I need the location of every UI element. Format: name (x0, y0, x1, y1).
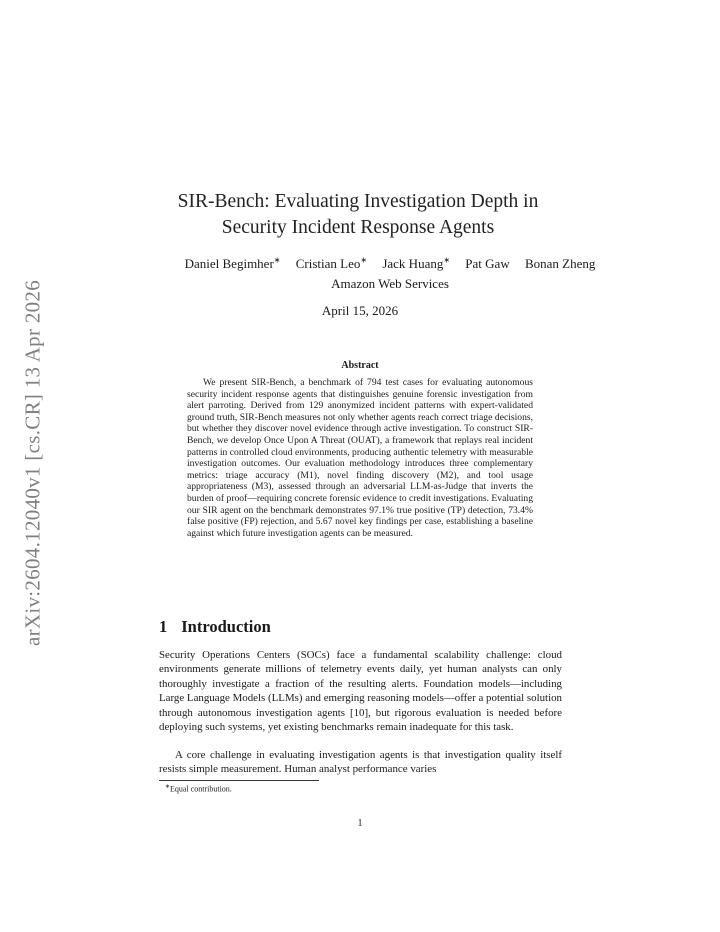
author-footnote-mark: ∗ (360, 256, 368, 265)
footnote-divider (159, 780, 319, 781)
author (525, 256, 595, 271)
author (296, 256, 367, 271)
author-name: Jack Huang (382, 256, 444, 272)
author (382, 256, 450, 271)
body-paragraph: A core challenge in evaluating investigation agents is that investigation quality itself resists simple measurement. Human analyst performance varies (159, 749, 562, 776)
footnote-text: Equal contribution. (170, 784, 232, 794)
abstract-heading: Abstract (341, 360, 379, 371)
title-line-2: Security Incident Response Agents (221, 217, 495, 238)
author-name: Daniel Begimher (184, 256, 274, 272)
footnote-mark: ∗ (165, 784, 171, 790)
author-name: Bonan Zheng (524, 256, 596, 272)
author-name: Cristian Leo (295, 256, 361, 272)
abstract-text: We present SIR-Bench, a benchmark of 794 test cases for evaluating autonomous security incident response agents that distinguishes genuine forensic investigation from alert parroting. Derived from 129 anonymized incident patterns with expert-validated ground truth, SIR-Bench measures not only whether agents reach correct triage decisions, but whether they discover novel evidence through active investigation. To construct SIR-Bench, we develop Once Upon A Threat (OUAT), a framework that replays real incident patterns in controlled cloud environments, producing authentic telemetry with measurable investigation outcomes. Our evaluation methodology introduces three complementary metrics: triage accuracy (M1), novel finding discovery (M2), and tool usage appropriateness (M3), assessed through an adversarial LLM-as-Judge that inverts the burden of proof—requiring concrete forensic evidence to credit investigations. Evaluating our SIR agent on the benchmark demonstrates 97.1% true positive (TP) detection, 73.4% false positive (FP) rejection, and 5.67 novel key findings per case, establishing a baseline against which future investigation agents can be measured. (187, 377, 533, 539)
paper-title (110, 189, 606, 241)
page-number: 1 (357, 818, 363, 829)
publication-date: April 15, 2026 (321, 303, 399, 318)
section-heading (159, 617, 271, 637)
author-footnote-mark: ∗ (273, 256, 281, 265)
body-paragraph: Security Operations Centers (SOCs) face a fundamental scalability challenge: cloud environments generate millions of telemetry events daily, yet human analysts can only thoroughly investigate a fraction of the resulting alerts. Foundation models—including Large Language Models (LLMs) and emerging reasoning models—offer a potential solution through autonomous investigation agents [10], but rigorous evaluation is needed before deploying such systems, yet existing benchmarks remain inadequate for this task. (159, 649, 562, 734)
section-number: 1 (159, 617, 168, 636)
affiliation: Amazon Web Services (331, 276, 449, 291)
footnote (165, 783, 232, 794)
author-footnote-mark: ∗ (443, 256, 451, 265)
author (185, 256, 281, 271)
author (465, 256, 509, 271)
author-list (100, 256, 680, 272)
arxiv-identifier-stamp: arXiv:2604.12040v1 [cs.CR] 13 Apr 2026 (20, 279, 45, 647)
section-title: Introduction (181, 617, 271, 636)
author-name: Pat Gaw (465, 256, 510, 272)
title-line-1: SIR-Bench: Evaluating Investigation Depth in (177, 191, 539, 212)
